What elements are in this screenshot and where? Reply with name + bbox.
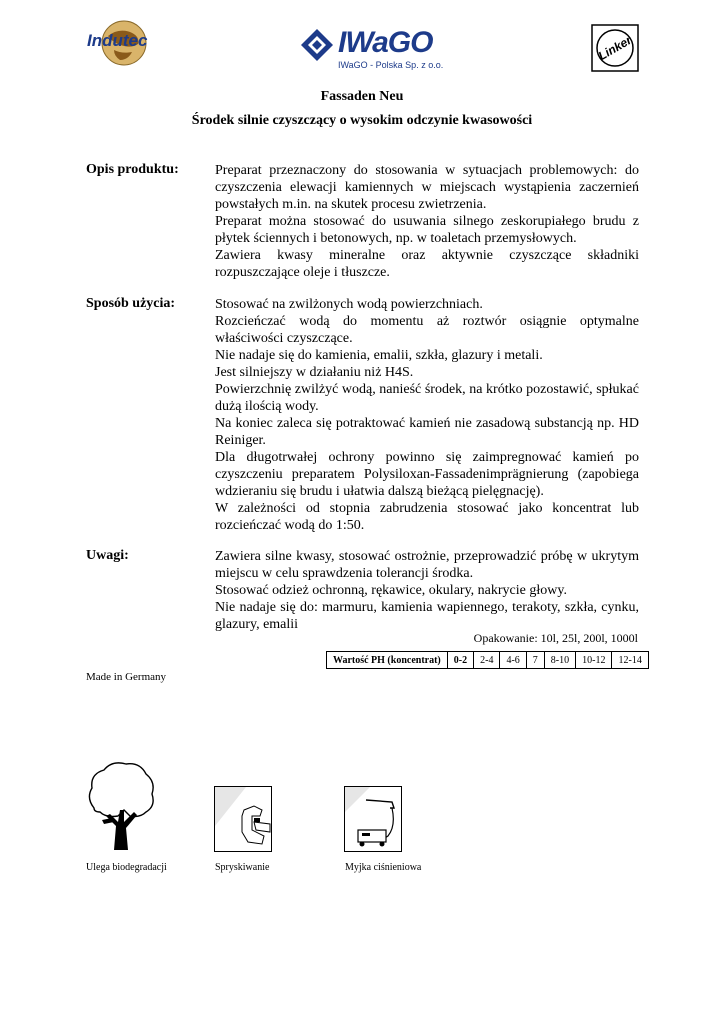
paragraph: Na koniec zaleca się potraktować kamień nie zasadową substancją np. HD Reiniger. xyxy=(215,416,639,448)
ph-table-header: Wartość PH (koncentrat) xyxy=(327,652,448,669)
iwago-wordmark: IWaGO xyxy=(338,26,433,59)
spray-icon xyxy=(214,786,272,852)
svg-text:Indutec: Indutec xyxy=(87,31,148,50)
caption-spraying: Spryskiwanie xyxy=(215,862,270,873)
ph-value-table xyxy=(326,651,649,669)
paragraph: Dla długotrwałej ochrony powinno się zaimpregnować kamień po czyszczeniu preparatem Polysiloxan-Fassadenimprägnierung (zapobiega wdzieraniu się brudu i ułatwia dalszą bieżącą pielęgnację). xyxy=(215,450,639,499)
ph-cell-selected: 0-2 xyxy=(447,652,473,669)
document-subtitle: Środek silnie czyszczący o wysokim odczynie kwasowości xyxy=(191,113,533,128)
ph-cell: 12-14 xyxy=(612,652,648,669)
iwago-emblem-icon xyxy=(300,28,334,62)
indutec-logo xyxy=(84,18,164,68)
tree-icon xyxy=(84,760,158,852)
ph-cell: 2-4 xyxy=(474,652,500,669)
paragraph: Nie nadaje się do: marmuru, kamienia wapiennego, terakoty, szkła, cynku, glazury, emalii xyxy=(215,600,639,632)
section-body-description xyxy=(215,162,639,281)
ph-cell: 10-12 xyxy=(576,652,612,669)
ph-cell: 7 xyxy=(526,652,544,669)
caption-biodegradable: Ulega biodegradacji xyxy=(86,862,167,873)
table-row xyxy=(327,652,649,669)
paragraph: Zawiera kwasy mineralne oraz aktywnie czyszczące składniki rozpuszczające oleje i tłuszcze. xyxy=(215,248,639,280)
section-body-notes xyxy=(215,548,639,633)
pressure-washer-icon xyxy=(344,786,402,852)
paragraph: Preparat można stosować do usuwania silnego zeskorupiałego brudu z płytek ściennych i betonowych, np. w toaletach przemysłowych. xyxy=(215,214,639,246)
made-in-label: Made in Germany xyxy=(86,671,167,683)
section-label-description: Opis produktu: xyxy=(86,162,179,177)
packaging-sizes: Opakowanie: 10l, 25l, 200l, 1000l xyxy=(473,631,638,645)
paragraph: Jest silniejszy w działaniu niż H4S. xyxy=(215,365,414,380)
linker-logo xyxy=(591,24,639,72)
paragraph: Preparat przeznaczony do stosowania w sytuacjach problemowych: do czyszczenia elewacji kamiennych w miejscach wystąpienia zaczernień powstałych m.in. na skutek procesu zwietrzenia. xyxy=(215,163,639,212)
paragraph: Powierzchnię zwilżyć wodą, nanieść środek, na krótko pozostawić, spłukać dużą ilością wody. xyxy=(215,382,639,414)
paragraph: Stosować na zwilżonych wodą powierzchniach. xyxy=(215,297,483,312)
ph-cell: 8-10 xyxy=(544,652,575,669)
svg-text:Linker: Linker xyxy=(595,32,635,64)
paragraph: Nie nadaje się do kamienia, emalii, szkła, glazury i metali. xyxy=(215,348,543,363)
document-title: Fassaden Neu xyxy=(320,89,404,104)
paragraph: Zawiera silne kwasy, stosować ostrożnie, przeprowadzić próbę w ukrytym miejscu w celu sprawdzenia tolerancji środka. xyxy=(215,549,639,581)
section-label-usage: Sposób użycia: xyxy=(86,296,176,311)
paragraph: W zależności od stopnia zabrudzenia stosować jako koncentrat lub rozcieńczać wodą do 1:50. xyxy=(215,501,639,533)
section-body-usage xyxy=(215,296,639,534)
section-label-notes: Uwagi: xyxy=(86,548,129,563)
iwago-company-name: IWaGO - Polska Sp. z o.o. xyxy=(338,60,444,70)
paragraph: Rozcieńczać wodą do momentu aż roztwór osiągnie optymalne właściwości czyszczące. xyxy=(215,314,639,346)
ph-cell: 4-6 xyxy=(500,652,526,669)
paragraph: Stosować odzież ochronną, rękawice, okulary, nakrycie głowy. xyxy=(215,583,567,598)
caption-pressure-washer: Myjka ciśnieniowa xyxy=(345,862,422,873)
iwago-logo xyxy=(300,26,444,74)
